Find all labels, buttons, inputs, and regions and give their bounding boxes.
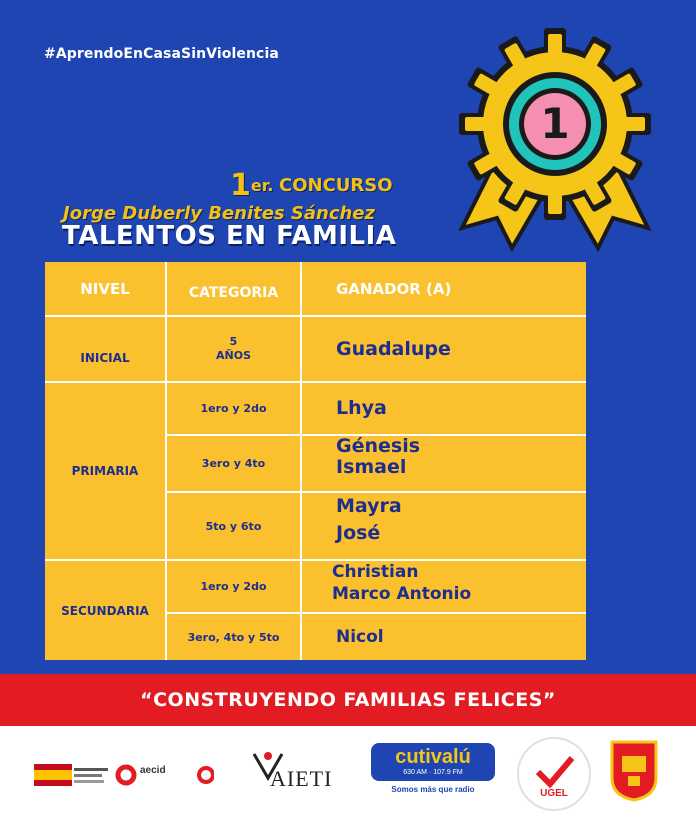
category-primary-1: 1ero y 2do xyxy=(200,402,267,415)
category-initial-line1: 5 xyxy=(229,335,238,348)
header-category: CATEGORIA xyxy=(188,284,279,301)
contest-ordinal-suffix: er. xyxy=(250,176,274,195)
ugel-label: UGEL xyxy=(540,788,568,799)
cutivalu-name: cutivalú xyxy=(395,746,471,768)
honoree-name: Jorge Duberly Benites Sánchez xyxy=(63,203,375,224)
slogan-banner: “CONSTRUYENDO FAMILIAS FELICES” xyxy=(0,674,696,726)
municipal-shield-logo xyxy=(610,740,658,802)
cutivalu-logo xyxy=(371,743,495,801)
header-winner: GANADOR (A) xyxy=(336,279,452,298)
winner-primary-2-line1: Génesis xyxy=(336,435,421,457)
winner-secondary-2: Nicol xyxy=(336,626,384,647)
category-initial xyxy=(167,317,300,381)
ugel-logo xyxy=(516,736,592,812)
aecid-label: aecid xyxy=(140,765,166,776)
winner-primary-1: Lhya xyxy=(336,397,387,419)
spain-flag-icon xyxy=(34,762,214,788)
aecid-logo xyxy=(34,762,214,788)
aieti-logo xyxy=(250,748,340,800)
winner-primary-3-line1: Mayra xyxy=(336,495,402,517)
winner-primary-2-line2: Ismael xyxy=(336,456,407,478)
winner-secondary-1 xyxy=(332,561,584,612)
winner-initial: Guadalupe xyxy=(336,337,451,360)
winner-secondary-1-line2: Marco Antonio xyxy=(332,584,472,604)
sponsor-footer xyxy=(0,726,696,817)
winners-table xyxy=(45,262,586,660)
category-secondary-1: 1ero y 2do xyxy=(200,580,267,593)
winner-secondary-1-line1: Christian xyxy=(332,562,419,582)
contest-ordinal: 1 xyxy=(230,168,251,203)
first-place-medal-icon xyxy=(452,28,658,254)
contest-word: CONCURSO xyxy=(279,175,393,196)
category-initial-line2: AÑOS xyxy=(216,349,251,362)
cutivalu-frequency: 630 AM · 107.9 FM xyxy=(403,769,463,776)
winner-primary-3-line2: José xyxy=(336,522,381,544)
hashtag: #AprendoEnCasaSinViolencia xyxy=(44,46,279,62)
level-secondary: SECUNDARIA xyxy=(61,603,149,618)
ugel-seal-icon xyxy=(516,736,592,812)
category-primary-3: 5to y 6to xyxy=(205,519,262,533)
shield-icon xyxy=(610,740,658,802)
event-title: TALENTOS EN FAMILIA xyxy=(62,221,397,251)
winner-primary-2 xyxy=(336,436,584,491)
medal-number: 1 xyxy=(540,99,570,148)
winner-primary-3 xyxy=(336,493,584,559)
level-initial: INICIAL xyxy=(80,351,130,365)
table-divider xyxy=(300,262,302,660)
contest-heading xyxy=(230,168,393,203)
category-primary-2: 3ero y 4to xyxy=(201,457,266,470)
header-level: NIVEL xyxy=(80,279,130,298)
cutivalu-tagline: Somos más que radio xyxy=(391,785,475,794)
category-secondary-2: 3ero, 4to y 5to xyxy=(187,630,280,644)
level-primary: PRIMARIA xyxy=(71,464,139,478)
aieti-label: AIETI xyxy=(270,766,333,791)
